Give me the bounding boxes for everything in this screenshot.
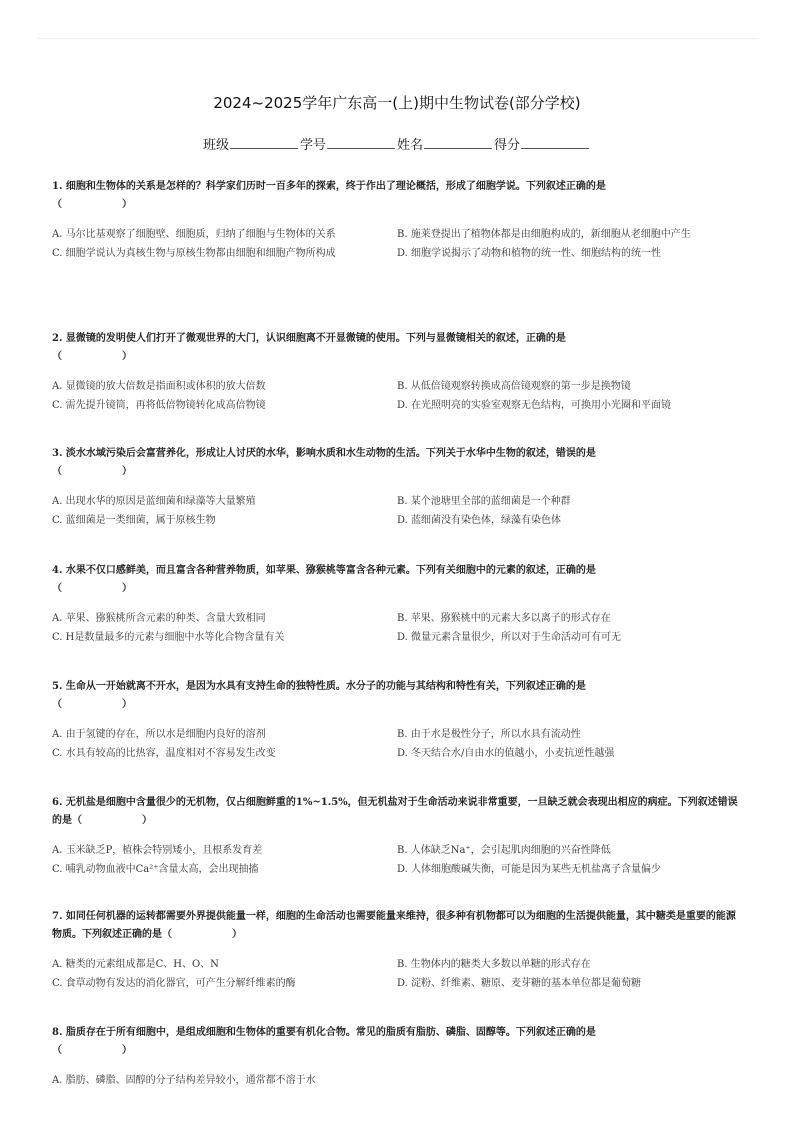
options bbox=[52, 726, 742, 762]
options bbox=[52, 493, 742, 529]
question-stem: 2. 显微镜的发明使人们打开了微观世界的大门，认识细胞离不开显微镜的使用。下列与显微镜相关的叙述，正确的是 bbox=[52, 333, 566, 344]
answer-paren: （ ） bbox=[52, 1045, 132, 1056]
class-blank[interactable] bbox=[230, 136, 298, 149]
question-stem: 8. 脂质存在于所有细胞中，是组成细胞和生物体的重要有机化合物。常见的脂质有脂肪、磷脂、固醇等。下列叙述正确的是 bbox=[52, 1027, 596, 1038]
question-8 bbox=[52, 1024, 742, 1089]
option-a[interactable]: A. 显微镜的放大倍数是指面积或体积的放大倍数 bbox=[52, 381, 266, 392]
question-5 bbox=[52, 678, 742, 762]
options bbox=[52, 378, 742, 414]
id-label: 学号 bbox=[299, 138, 326, 153]
class-label: 班级 bbox=[202, 138, 229, 153]
options bbox=[52, 226, 742, 262]
option-c[interactable]: C. 水具有较高的比热容，温度相对不容易发生改变 bbox=[52, 748, 276, 759]
score-label: 得分 bbox=[494, 138, 521, 153]
option-a[interactable]: A. 脂肪、磷脂、固醇的分子结构差异较小，通常都不溶于水 bbox=[52, 1075, 316, 1086]
option-c[interactable]: C. 需先提升镜筒，再将低倍物镜转化成高倍物镜 bbox=[52, 400, 266, 411]
name-label: 姓名 bbox=[397, 138, 424, 153]
option-d[interactable]: D. 蓝细菌没有染色体，绿藻有染色体 bbox=[397, 515, 562, 526]
student-info-line bbox=[0, 134, 794, 153]
name-blank[interactable] bbox=[424, 136, 492, 149]
option-c[interactable]: C. 食草动物有发达的消化器官，可产生分解纤维素的酶 bbox=[52, 978, 296, 989]
option-b[interactable]: B. 苹果、猕猴桃中的元素大多以离子的形式存在 bbox=[397, 613, 611, 624]
option-a[interactable]: A. 出现水华的原因是蓝细菌和绿藻等大量繁殖 bbox=[52, 496, 256, 507]
option-b[interactable]: B. 由于水是极性分子，所以水具有流动性 bbox=[397, 729, 581, 740]
question-stem: 5. 生命从一开始就离不开水，是因为水具有支持生命的独特性质。水分子的功能与其结构和特性有关，下列叙述正确的是 bbox=[52, 681, 586, 692]
option-c[interactable]: C. 哺乳动物血液中Ca²⁺含量太高，会出现抽搐 bbox=[52, 864, 259, 875]
options bbox=[52, 842, 742, 878]
option-a[interactable]: A. 由于氢键的存在，所以水是细胞内良好的溶剂 bbox=[52, 729, 266, 740]
question-1 bbox=[52, 178, 742, 262]
question-2 bbox=[52, 330, 742, 414]
options bbox=[52, 956, 742, 992]
question-stem: 4. 水果不仅口感鲜美，而且富含各种营养物质，如苹果、猕猴桃等富含各种元素。下列有关细胞中的元素的叙述，正确的是 bbox=[52, 565, 596, 576]
question-stem: 1. 细胞和生物体的关系是怎样的？科学家们历时一百多年的探索，终于作出了理论概括，形成了细胞学说。下列叙述正确的是 bbox=[52, 181, 606, 192]
option-d[interactable]: D. 细胞学说揭示了动物和植物的统一性、细胞结构的统一性 bbox=[397, 248, 662, 259]
option-b[interactable]: B. 施莱登提出了植物体都是由细胞构成的，新细胞从老细胞中产生 bbox=[397, 229, 691, 240]
option-a[interactable]: A. 玉米缺乏P，植株会特别矮小，且根系发育差 bbox=[52, 845, 263, 856]
option-d[interactable]: D. 微量元素含量很少，所以对于生命活动可有可无 bbox=[397, 632, 622, 643]
page-top-rule bbox=[36, 38, 758, 39]
score-blank[interactable] bbox=[521, 136, 589, 149]
option-a[interactable]: A. 糖类的元素组成都是C、H、O、N bbox=[52, 959, 219, 970]
id-blank[interactable] bbox=[327, 136, 395, 149]
question-6 bbox=[52, 794, 742, 878]
option-d[interactable]: D. 人体细胞酸碱失衡，可能是因为某些无机盐离子含量偏少 bbox=[397, 864, 662, 875]
option-c[interactable]: C. 蓝细菌是一类细菌，属于原核生物 bbox=[52, 515, 216, 526]
option-d[interactable]: D. 冬天结合水/自由水的值越小，小麦抗逆性越强 bbox=[397, 748, 615, 759]
option-b[interactable]: B. 某个池塘里全部的蓝细菌是一个种群 bbox=[397, 496, 571, 507]
options bbox=[52, 610, 742, 646]
question-7 bbox=[52, 908, 742, 992]
question-stem: 7. 如同任何机器的运转都需要外界提供能量一样，细胞的生命活动也需要能量来维持，很多种有机物都可以为细胞的生活提供能量，其中糖类是重要的能源物质。下列叙述正确的是（ ） bbox=[52, 911, 736, 940]
exam-title: 2024~2025学年广东高一(上)期中生物试卷(部分学校) bbox=[213, 94, 581, 112]
answer-paren: （ ） bbox=[52, 699, 132, 710]
option-d[interactable]: D. 淀粉、纤维素、糖原、麦芽糖的基本单位都是葡萄糖 bbox=[397, 978, 642, 989]
question-3 bbox=[52, 445, 742, 529]
question-stem: 3. 淡水水域污染后会富营养化，形成让人讨厌的水华，影响水质和水生动物的生活。下列关于水华中生物的叙述，错误的是 bbox=[52, 448, 596, 459]
option-c[interactable]: C. H是数量最多的元素与细胞中水等化合物含量有关 bbox=[52, 632, 285, 643]
option-c[interactable]: C. 细胞学说认为真核生物与原核生物都由细胞和细胞产物所构成 bbox=[52, 248, 336, 259]
option-b[interactable]: B. 生物体内的糖类大多数以单糖的形式存在 bbox=[397, 959, 591, 970]
question-stem: 6. 无机盐是细胞中含量很少的无机物，仅占细胞鲜重的1%~1.5%，但无机盐对于生命活动来说非常重要，一旦缺乏就会表现出相应的病症。下列叙述错误的是（ ） bbox=[52, 797, 738, 826]
option-b[interactable]: B. 人体缺乏Na⁺，会引起肌肉细胞的兴奋性降低 bbox=[397, 845, 611, 856]
question-4 bbox=[52, 562, 742, 646]
options bbox=[52, 1072, 742, 1089]
answer-paren: （ ） bbox=[52, 583, 132, 594]
option-b[interactable]: B. 从低倍镜观察转换成高倍镜观察的第一步是换物镜 bbox=[397, 381, 631, 392]
option-a[interactable]: A. 马尔比基观察了细胞壁、细胞质，归纳了细胞与生物体的关系 bbox=[52, 229, 336, 240]
option-a[interactable]: A. 苹果、猕猴桃所含元素的种类、含量大致相同 bbox=[52, 613, 266, 624]
answer-paren: （ ） bbox=[52, 466, 132, 477]
option-d[interactable]: D. 在光照明亮的实验室观察无色结构，可换用小光圈和平面镜 bbox=[397, 400, 672, 411]
answer-paren: （ ） bbox=[52, 351, 132, 362]
answer-paren: （ ） bbox=[52, 199, 132, 210]
